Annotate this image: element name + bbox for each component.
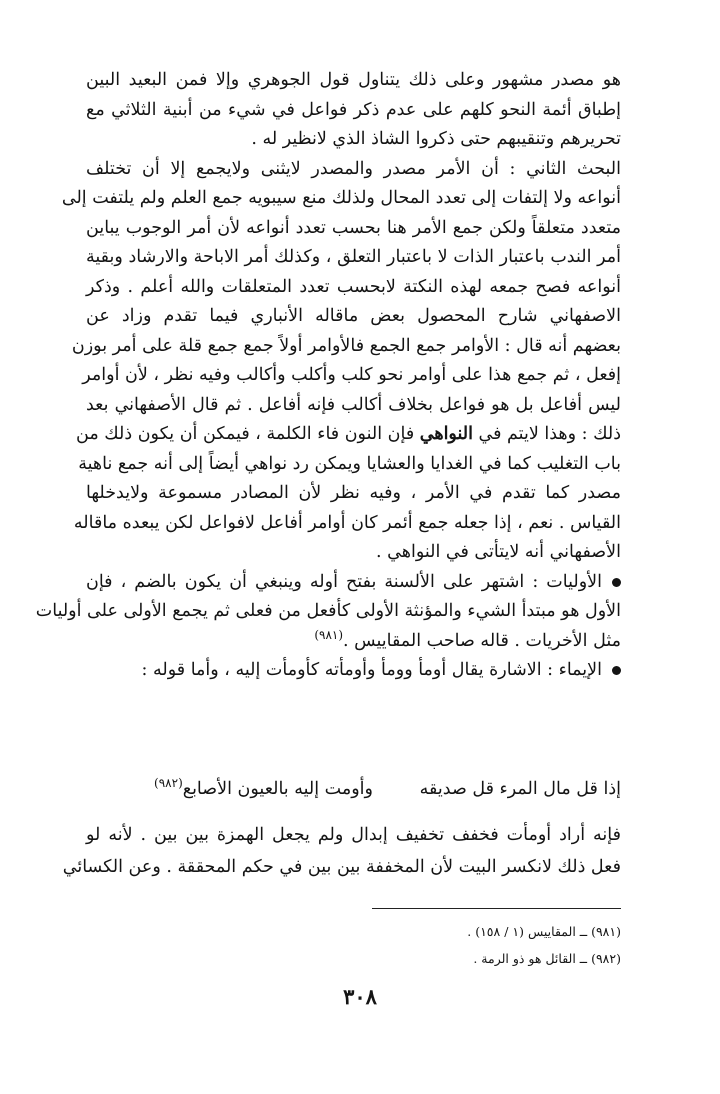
footnote-divider bbox=[372, 908, 621, 909]
text-line: الأصفهاني أنه لايتأتى في النواهي . bbox=[376, 542, 621, 562]
text-line: الأول هو مبتدأ الشيء والمؤنثة الأولى كأفعل من فعلى ثم يجمع الأولى على أوليات bbox=[35, 601, 621, 621]
bullet-icon bbox=[612, 666, 621, 675]
bold-term: النواهي bbox=[419, 424, 473, 444]
section-heading-line: البحث الثاني : أن الأمر مصدر والمصدر لايثنى ولايجمع إلا أن تختلف bbox=[86, 158, 621, 179]
footnote-ref: (٩٨٢) bbox=[154, 776, 183, 791]
text-line: ليس أفاعل بل هو فواعل بخلاف أكالب فإنه أفاعل . ثم قال الأصفهاني بعد bbox=[86, 394, 621, 415]
bullet-text: الإيماء : الاشارة يقال أومأ وومأ وأومأته كأومأت إليه ، وأما قوله : bbox=[141, 660, 602, 680]
main-text-continued bbox=[62, 819, 621, 883]
verse-second-hemistich bbox=[154, 773, 373, 805]
text-line: بعضهم أنه قال : الأوامر جمع الجمع فالأوامر أولاً جمع جمع قلة على أمر بوزن bbox=[71, 335, 621, 356]
text-line: متعدد متعلقاً ولكن جمع الأمر هنا بحسب تعدد أنواعه لأن أمر الوجوب يباين bbox=[86, 217, 621, 238]
text-fragment: ذلك : وهذا لايتم في bbox=[472, 424, 621, 444]
text-line: أنواعه فصح جمعه لهذه النكتة لابحسب تعدد المتعلقات والله أعلم . وذكر bbox=[86, 276, 621, 297]
footnote: (٩٨١) ــ المقاييس (١ / ١٥٨) . bbox=[467, 924, 621, 939]
text-fragment: وأومت إليه بالعيون الأصابع bbox=[182, 779, 373, 799]
text-line: الاصفهاني شارح المحصول بعض ماقاله الأنباري فيما تقدم وزاد عن bbox=[86, 306, 621, 326]
poetry-verse bbox=[86, 773, 621, 805]
text-line: فعل ذلك لانكسر البيت لأن المخففة بين بين في حكم المحققة . وعن الكسائي bbox=[62, 857, 621, 877]
main-text bbox=[35, 66, 621, 686]
bullet-text: الأوليات : اشتهر على الألسنة بفتح أوله وينبغي أن يكون بالضم ، فإن bbox=[86, 571, 602, 592]
text-line-with-ref bbox=[86, 627, 621, 657]
bullet-icon bbox=[612, 578, 621, 587]
bullet-item-imaa bbox=[86, 656, 621, 686]
text-line: أنواعه ولا إلتفات إلى تعدد المحال ولذلك منع سيبويه جمع العلم ولم يلتفت إلى bbox=[61, 188, 621, 208]
text-line: مصدر كما تقدم في الأمر ، وفيه نظر لأن المصادر مسموعة ولايدخلها bbox=[86, 483, 621, 503]
footnote-ref: (٩٨١) bbox=[314, 627, 344, 642]
text-line: إفعل ، ثم جمع هذا على أوامر نحو كلب وأكلب وأكالب وفيه نظر ، لأن أوامر bbox=[82, 365, 621, 385]
page-number: ٣٠٨ bbox=[343, 984, 377, 1009]
text-line: القياس . نعم ، إذا جعله جمع أئمر كان أوامر أفاعل لافواعل لكن يبعده ماقاله bbox=[73, 512, 621, 533]
footnotes bbox=[86, 918, 621, 972]
text-line: باب التغليب كما في الغدايا والعشايا ويمكن رد نواهي أيضاً إلى أنه جمع ناهية bbox=[78, 453, 621, 474]
text-line: أمر الندب باعتبار الذات لا باعتبار التعلق ، وكذلك أمر الاباحة والارشاد وبقية bbox=[86, 247, 621, 267]
text-line-with-bold bbox=[76, 420, 621, 450]
footnote: (٩٨٢) ــ القائل هو ذو الرمة . bbox=[473, 951, 621, 966]
bullet-item-awwaliyyat bbox=[86, 568, 621, 598]
text-line: هو مصدر مشهور وعلى ذلك يتناول قول الجوهري وإلا فمن البعيد البين bbox=[86, 70, 621, 90]
verse-first-hemistich: إذا قل مال المرء قل صديقه bbox=[419, 779, 621, 799]
text-fragment: فإن النون فاء الكلمة ، فيمكن أن يكون ذلك من bbox=[76, 424, 420, 444]
text-line: إطباق أئمة النحو كلهم على عدم ذكر فواعل في شيء من أبنية الثلاثي مع bbox=[86, 99, 621, 120]
text-fragment: مثل الأخريات . قاله صاحب المقاييس . bbox=[343, 630, 621, 651]
text-line: تحريرهم وتنقيبهم حتى ذكروا الشاذ الذي لانظير له . bbox=[251, 129, 621, 149]
text-line: فإنه أراد أومأت فخفف تخفيف إبدال ولم يجعل الهمزة بين بين . لأنه لو bbox=[86, 825, 621, 845]
